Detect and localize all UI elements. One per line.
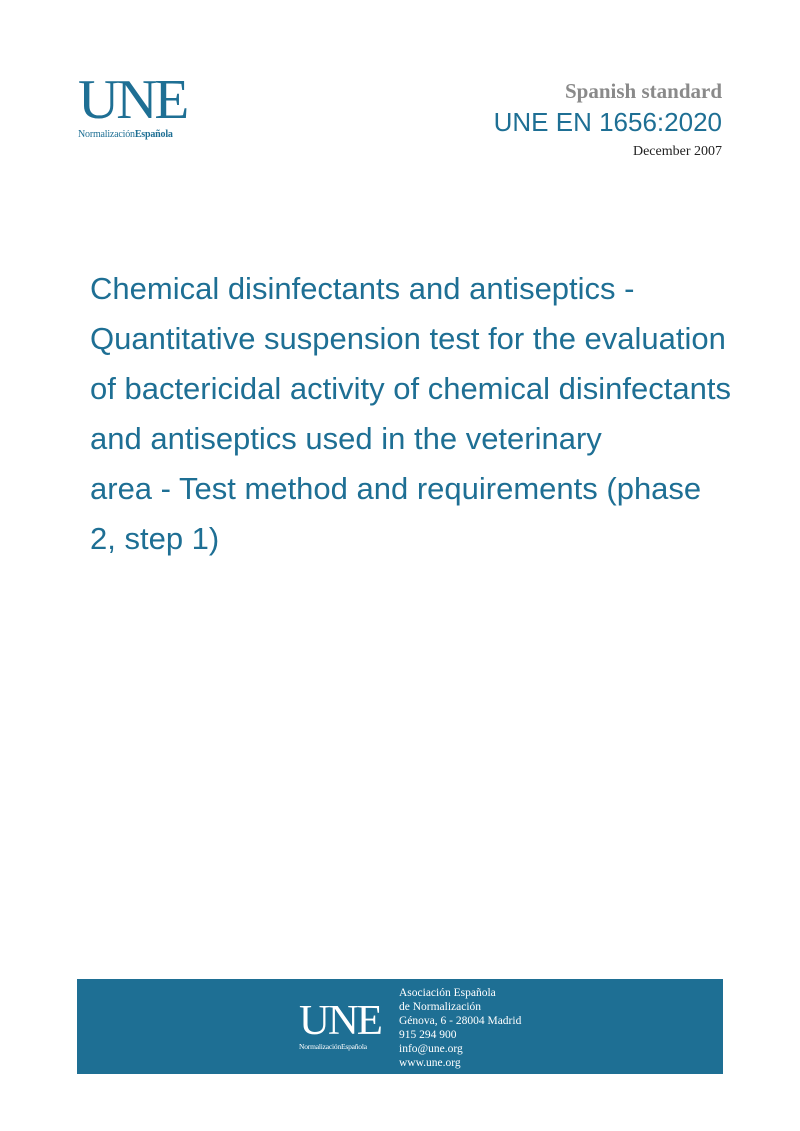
title-line: Quantitative suspension test for the evaluation [90,321,726,356]
address-street: Génova, 6 - 28004 Madrid [399,1015,522,1027]
standard-code: UNE EN 1656:2020 [493,107,722,137]
address-phone: 915 294 900 [399,1029,457,1041]
standard-header [494,78,722,161]
title-line: of bactericidal activity of chemical disinfectants [90,371,731,406]
publisher-address [399,986,521,1070]
standard-date: December 2007 [632,144,722,159]
title-line: Chemical disinfectants and antiseptics - [90,271,635,306]
une-logo-subtitle-regular: Normalización [78,129,135,140]
une-logo-subtitle-bold: Española [134,129,173,140]
standard-kind-label: Spanish standard [565,79,722,103]
address-email[interactable]: info@une.org [399,1043,463,1055]
address-organization: Asociación Española [399,987,496,999]
address-organization-cont: de Normalización [399,1001,482,1013]
footer-logo-subtitle-bold: Española [340,1042,367,1051]
title-line: 2, step 1) [90,521,220,556]
title-line: and antiseptics used in the veterinary [90,421,602,456]
une-logo-wordmark: UNE [78,69,187,131]
document-title [90,264,790,564]
title-line: area - Test method and requirements (phase [90,471,702,506]
address-website[interactable]: www.une.org [399,1057,461,1069]
une-logo [78,69,198,140]
footer-logo-subtitle-regular: Normalización [299,1042,341,1051]
footer-une-logo [299,998,381,1051]
footer-logo-wordmark: UNE [299,998,381,1044]
publisher-footer [77,979,723,1074]
